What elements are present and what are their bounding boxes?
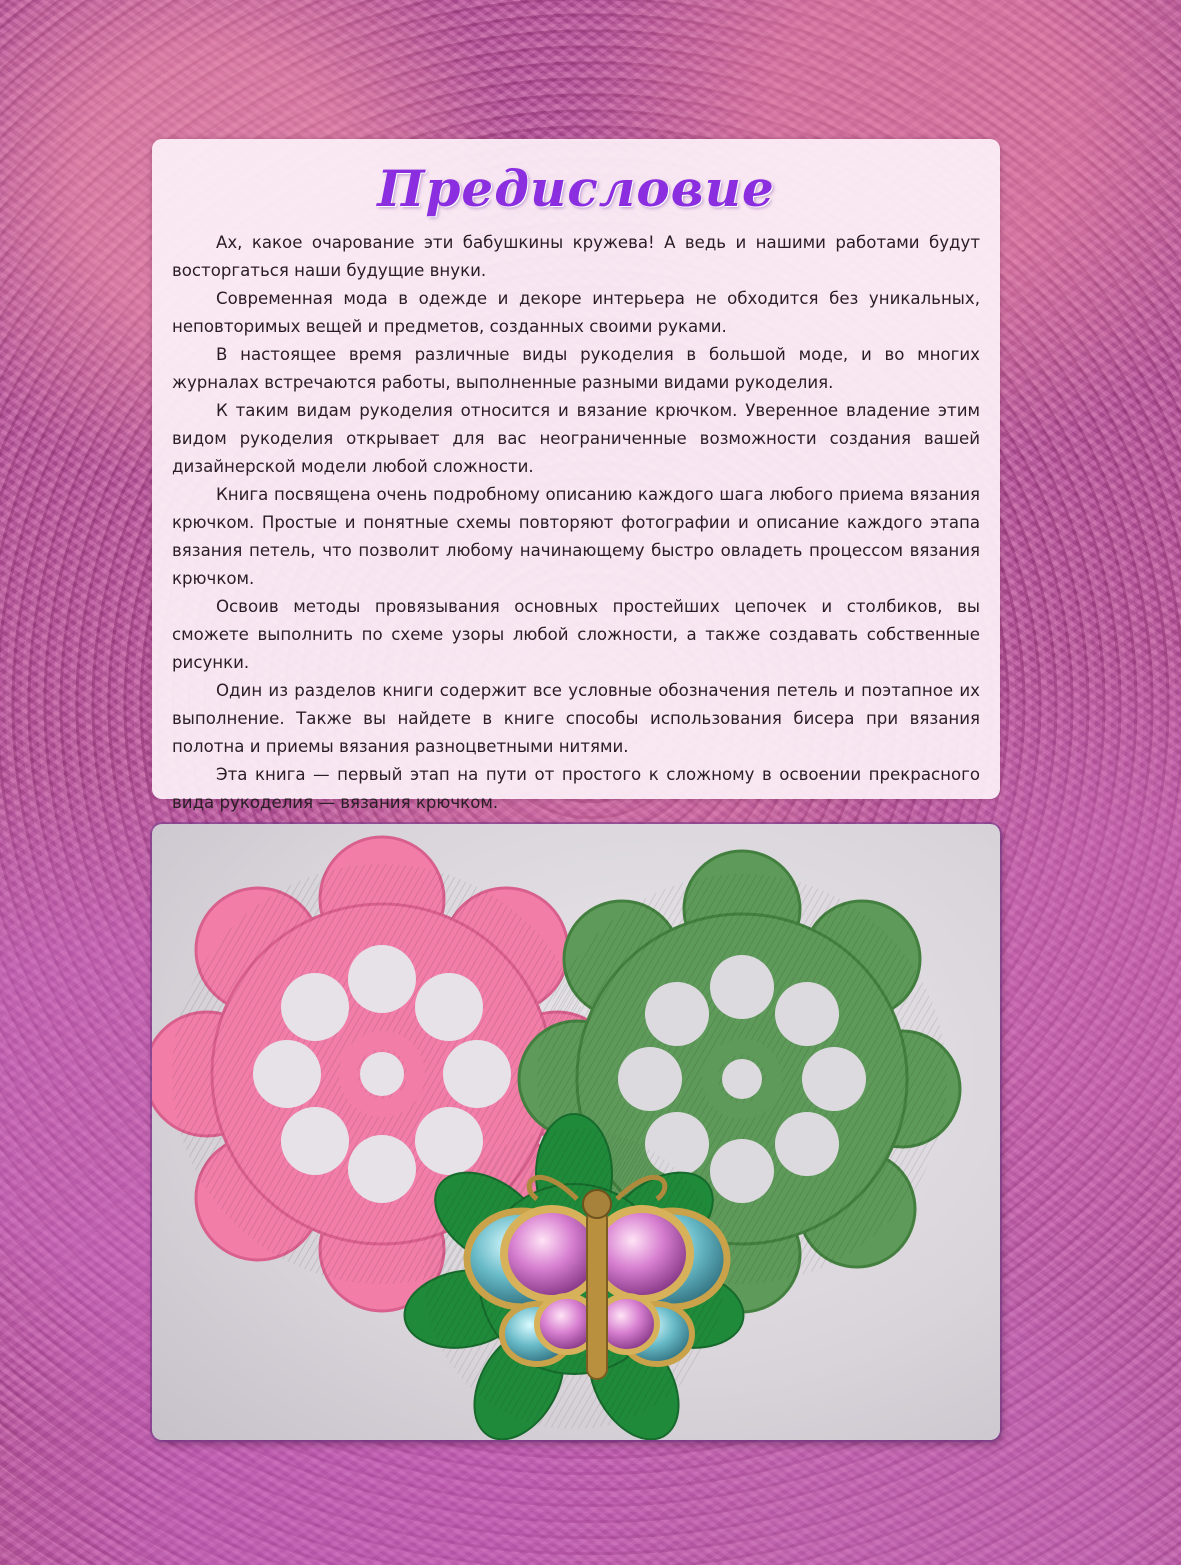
paragraph: Эта книга — первый этап на пути от простого к сложному в освоении прекрасного вида рукоделия — вязания крючком.	[172, 765, 980, 812]
paragraph: Ах, какое очарование эти бабушкины кружева! А ведь и нашими работами будут восторгаться наши будущие внуки.	[172, 233, 980, 280]
preface-card	[152, 139, 1000, 812]
paragraph: К таким видам рукоделия относится и вязание крючком. Уверенное владение этим видом рукоделия открывает для вас неограниченные возможности создания вашей дизайнерской модели любой сложности.	[172, 401, 980, 476]
crochet-motifs-illustration	[152, 824, 1000, 1440]
paragraph: В настоящее время различные виды рукоделия в большой моде, и во многих журналах встречаются работы, выполненные разными видами рукоделия.	[172, 345, 980, 392]
crochet-photo	[152, 824, 1000, 1440]
preface-body	[172, 229, 980, 817]
page-title: Предисловие	[377, 159, 775, 218]
paragraph: Один из разделов книги содержит все условные обозначения петель и поэтапное их выполнение. Также вы найдете в книге способы использования бисера при вязания полотна и приемы вязания разноцветными нитями.	[172, 681, 980, 756]
paragraph: Освоив методы провязывания основных простейших цепочек и столбиков, вы сможете выполнить по схеме узоры любой сложности, а также создавать собственные рисунки.	[172, 597, 980, 672]
paragraph: Современная мода в одежде и декоре интерьера не обходится без уникальных, неповторимых вещей и предметов, созданных своими руками.	[172, 289, 980, 336]
paragraph: Книга посвящена очень подробному описанию каждого шага любого приема вязания крючком. Простые и понятные схемы повторяют фотографии и описание каждого этапа вязания петель, что позволит любому начинающему быстро овладеть процессом вязания крючком.	[172, 485, 980, 588]
